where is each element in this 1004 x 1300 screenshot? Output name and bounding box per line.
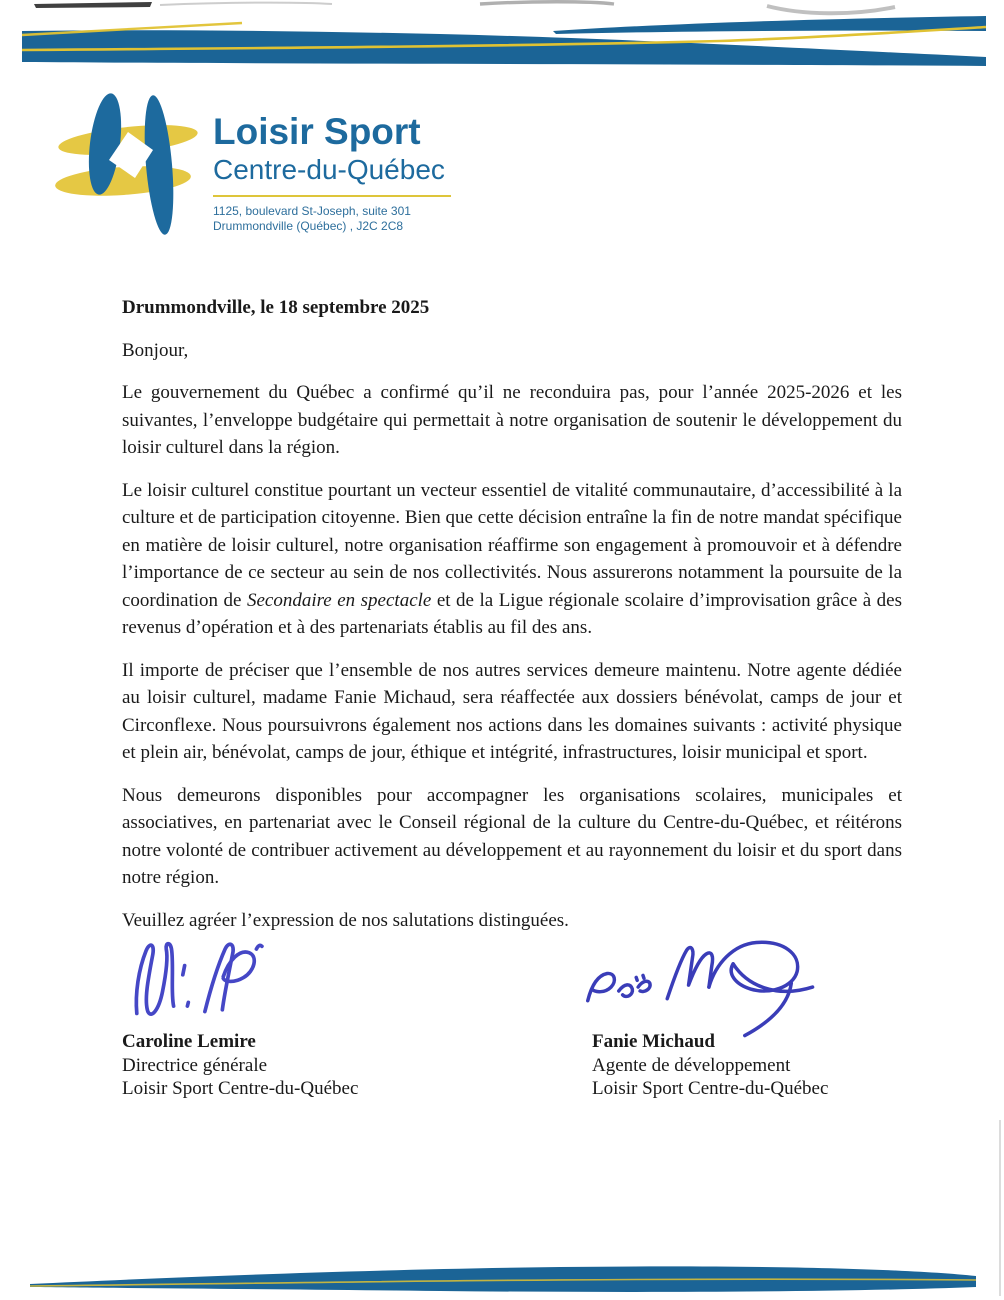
org-logo-icon bbox=[55, 90, 205, 240]
scan-edge-artifact bbox=[999, 1120, 1001, 1296]
org-name-line1: Loisir Sport bbox=[213, 111, 421, 152]
dateline: Drummondville, le 18 septembre 2025 bbox=[122, 297, 430, 318]
signer-org: Loisir Sport Centre-du-Québec bbox=[122, 1078, 359, 1099]
signature-fanie-michaud-handwriting bbox=[580, 936, 832, 1044]
letter-body bbox=[122, 294, 902, 934]
closing-line: Veuillez agréer l’expression de nos salutations distinguées. bbox=[122, 909, 569, 931]
salutation: Bonjour, bbox=[122, 339, 189, 361]
paragraph-3: Il importe de préciser que l’ensemble de nos autres services demeure maintenu. Notre agente dédiée au loisir culturel, madame Fanie Michaud, sera réaffectée aux dossiers bénévolat, camps de jour et Circonflexe. Nous poursuivrons également nos actions dans les domaines suivants : activité physique et plein air, bénévolat, camps de jour, éthique et intégrité, infrastructures, loisir municipal et sport. bbox=[122, 659, 902, 763]
signer-name: Fanie Michaud bbox=[592, 1031, 715, 1052]
signature-section bbox=[122, 948, 912, 1108]
org-address-line1: 1125, boulevard St-Joseph, suite 301 bbox=[213, 204, 411, 218]
org-address bbox=[213, 204, 473, 234]
paragraph-4: Nous demeurons disponibles pour accompagner les organisations scolaires, municipales et associatives, en partenariat avec le Conseil régional de la culture du Centre-du-Québec, et réitérons notre volonté de contribuer activement au développement et au rayonnement du loisir et du sport dans notre région. bbox=[122, 784, 902, 888]
signer-block-fanie-michaud bbox=[592, 1030, 828, 1101]
signer-org: Loisir Sport Centre-du-Québec bbox=[592, 1078, 829, 1099]
org-name-line2: Centre-du-Québec bbox=[213, 154, 445, 185]
signer-name: Caroline Lemire bbox=[122, 1031, 256, 1052]
letterhead bbox=[55, 90, 475, 240]
paragraph-1: Le gouvernement du Québec a confirmé qu’il ne reconduira pas, pour l’année 2025-2026 et les suivantes, l’enveloppe budgétaire qui permettait à notre organisation de soutenir le développement du loisir culturel dans la région. bbox=[122, 382, 902, 458]
paragraph-2 bbox=[122, 477, 902, 642]
org-wordmark bbox=[213, 112, 473, 234]
signer-block-caroline-lemire bbox=[122, 1030, 358, 1101]
letterhead-top-wave bbox=[0, 0, 1004, 78]
paragraph-2-pre: Le loisir culturel constitue pourtant un vecteur essentiel de vitalité communautaire, d’accessibilité à la culture et de participation citoyenne. Bien que cette décision entraîne la fin de notre mandat spécifique en matière de loisir culturel, notre organisation réaffirme son engagement à promouvoir et à défendre l’importance de ce secteur au sein de nos collectivités. Nous assurerons notamment la poursuite de la coordination de bbox=[122, 479, 902, 611]
paragraph-2-italic-title: Secondaire en spectacle bbox=[246, 589, 432, 611]
signer-title: Agente de développement bbox=[592, 1054, 791, 1076]
paragraph-2-post: et de la Ligue régionale scolaire d’improvisation grâce à des revenus d’opération et à des partenariats établis au fil des ans. bbox=[122, 589, 903, 638]
signature-caroline-lemire-handwriting bbox=[126, 938, 304, 1030]
signer-title: Directrice générale bbox=[122, 1054, 268, 1076]
org-address-line2: Drummondville (Québec) , J2C 2C8 bbox=[213, 219, 404, 233]
letterhead-bottom-wave bbox=[0, 1256, 1004, 1300]
letterhead-divider bbox=[213, 195, 451, 197]
